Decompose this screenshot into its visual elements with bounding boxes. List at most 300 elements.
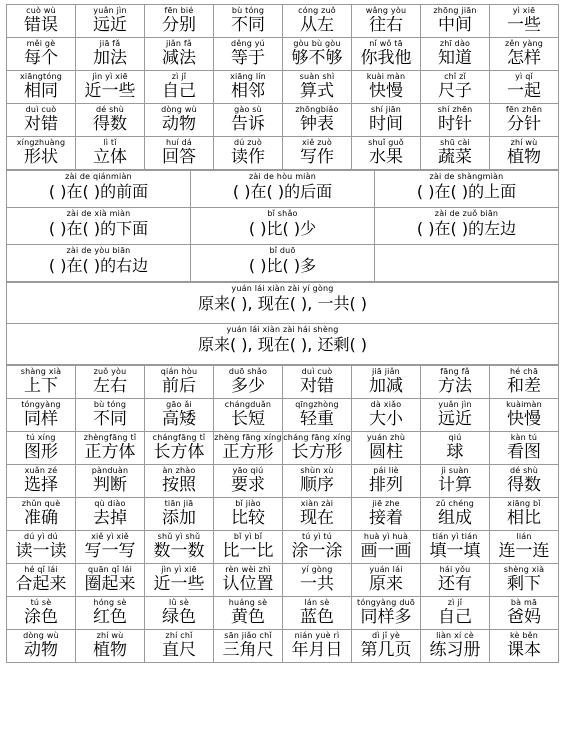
phrase-cell xyxy=(7,208,191,245)
pinyin-text: bù tóng xyxy=(231,6,265,15)
word-cell xyxy=(214,564,283,597)
word-cell xyxy=(421,498,490,531)
pinyin-text: tú yì tú xyxy=(301,532,333,541)
word-cell xyxy=(421,137,490,170)
hanzi-text: ( )在( )的上面 xyxy=(416,182,517,201)
pinyin-text: yì qǐ xyxy=(515,72,533,81)
pinyin-text: zǔ chéng xyxy=(436,499,474,508)
word-row xyxy=(7,399,559,432)
hanzi-text: 相同 xyxy=(24,82,58,101)
phrase-cell xyxy=(191,171,375,208)
word-cell xyxy=(7,498,76,531)
hanzi-text: 上下 xyxy=(24,377,58,396)
word-cell xyxy=(7,5,76,38)
word-cell xyxy=(421,531,490,564)
sentence-cell xyxy=(7,324,559,365)
hanzi-text: 每个 xyxy=(24,49,58,68)
hanzi-text: 还有 xyxy=(438,575,472,594)
hanzi-text: 植物 xyxy=(507,148,541,167)
hanzi-text: ( )在( )的右边 xyxy=(48,256,149,275)
hanzi-text: 蓝色 xyxy=(300,608,334,627)
hanzi-text: 连一连 xyxy=(498,542,550,561)
pinyin-text: yuǎn jìn xyxy=(93,6,127,15)
pinyin-text: jiā jiǎn xyxy=(372,367,400,376)
hanzi-text: 圈起来 xyxy=(84,575,136,594)
pinyin-text: kàn tú xyxy=(510,433,538,442)
phrase-cell xyxy=(375,171,559,208)
pinyin-text: dòng wù xyxy=(23,631,59,640)
pinyin-text: hái yǒu xyxy=(439,565,471,574)
pinyin-text: gāo ǎi xyxy=(166,400,192,409)
hanzi-text: 植物 xyxy=(93,641,127,660)
pinyin-text: fēn bié xyxy=(164,6,194,15)
pinyin-text: shèng xià xyxy=(503,565,545,574)
hanzi-text: 原来( ), 现在( ), 一共( ) xyxy=(197,294,368,313)
pinyin-text: hé qǐ lái xyxy=(24,565,58,574)
word-cell xyxy=(76,531,145,564)
hanzi-text: 回答 xyxy=(162,148,196,167)
hanzi-text: 一共 xyxy=(300,575,334,594)
hanzi-text: 原来( ), 现在( ), 还剩( ) xyxy=(197,335,368,354)
hanzi-text: 爸妈 xyxy=(507,608,541,627)
word-cell xyxy=(421,38,490,71)
pinyin-text: dé shù xyxy=(509,466,539,475)
word-cell xyxy=(145,71,214,104)
word-cell xyxy=(145,399,214,432)
word-cell xyxy=(76,137,145,170)
hanzi-text: 添加 xyxy=(162,509,196,528)
pinyin-text: xiāng bǐ xyxy=(507,499,541,508)
hanzi-text: 绿色 xyxy=(162,608,196,627)
word-cell xyxy=(7,399,76,432)
pinyin-text: bǐ yì bǐ xyxy=(233,532,263,541)
word-cell xyxy=(76,71,145,104)
hanzi-text: 红色 xyxy=(93,608,127,627)
word-cell xyxy=(421,630,490,663)
word-cell xyxy=(421,465,490,498)
pinyin-text: xiāng lín xyxy=(230,72,266,81)
pinyin-text: bà mā xyxy=(510,598,538,607)
hanzi-text: 时针 xyxy=(438,115,472,134)
hanzi-text: 怎样 xyxy=(507,49,541,68)
pinyin-text: kè běn xyxy=(509,631,539,640)
hanzi-text: 去掉 xyxy=(93,509,127,528)
pinyin-text: zhèng fāng xíng xyxy=(214,433,282,442)
pinyin-text: chángduǎn xyxy=(224,400,272,409)
pinyin-text: bǐ jiào xyxy=(235,499,261,508)
pinyin-text: shuǐ guǒ xyxy=(368,138,404,147)
hanzi-text: 原来 xyxy=(369,575,403,594)
pinyin-text: yuán lái xyxy=(369,565,403,574)
hanzi-text: 往右 xyxy=(369,16,403,35)
pinyin-text: jìn yì xiē xyxy=(92,72,128,81)
hanzi-text: 自己 xyxy=(162,82,196,101)
hanzi-text: 加减 xyxy=(369,377,403,396)
hanzi-text: 等于 xyxy=(231,49,265,68)
hanzi-text: 蔬菜 xyxy=(438,148,472,167)
pinyin-text: zhī dào xyxy=(439,39,471,48)
word-cell xyxy=(76,597,145,630)
pinyin-text: xíngzhuàng xyxy=(16,138,66,147)
word-cell xyxy=(283,38,352,71)
word-cell xyxy=(490,465,559,498)
pinyin-text: shū cài xyxy=(440,138,470,147)
hanzi-text: 自己 xyxy=(438,608,472,627)
pinyin-text: zhí wù xyxy=(510,138,538,147)
word-cell xyxy=(7,630,76,663)
pinyin-text: lǜ sè xyxy=(169,598,189,607)
pinyin-text: huí dá xyxy=(165,138,193,147)
hanzi-text: 一起 xyxy=(507,82,541,101)
pinyin-text: bǐ shǎo xyxy=(267,209,298,218)
sentence-pattern-grid xyxy=(6,282,559,365)
word-cell xyxy=(214,5,283,38)
word-cell xyxy=(76,5,145,38)
pinyin-text: dú yì dú xyxy=(24,532,58,541)
pinyin-text: dì jǐ yè xyxy=(371,631,401,640)
hanzi-text: 三角尺 xyxy=(222,641,274,660)
phrase-cell xyxy=(7,171,191,208)
pinyin-text: yì xiē xyxy=(512,6,536,15)
word-cell xyxy=(490,71,559,104)
pinyin-text: huà yì huà xyxy=(363,532,409,541)
pinyin-text: jì suàn xyxy=(441,466,469,475)
word-cell xyxy=(490,38,559,71)
word-cell xyxy=(7,465,76,498)
hanzi-text: 直尺 xyxy=(162,641,196,660)
word-cell xyxy=(7,531,76,564)
hanzi-text: 相邻 xyxy=(231,82,265,101)
pinyin-text: lì tǐ xyxy=(103,138,117,147)
pinyin-text: xiàn zài xyxy=(300,499,334,508)
word-cell xyxy=(490,366,559,399)
word-cell xyxy=(352,38,421,71)
hanzi-text: 认位置 xyxy=(222,575,274,594)
pinyin-text: gào sù xyxy=(234,105,262,114)
hanzi-text: 要求 xyxy=(231,476,265,495)
word-cell xyxy=(214,465,283,498)
word-cell xyxy=(352,564,421,597)
word-cell xyxy=(283,104,352,137)
word-cell xyxy=(214,366,283,399)
pinyin-text: yí gòng xyxy=(301,565,333,574)
word-cell xyxy=(145,366,214,399)
word-cell xyxy=(7,137,76,170)
phrase-cell xyxy=(375,245,559,282)
word-cell xyxy=(214,498,283,531)
pinyin-text: pái liè xyxy=(373,466,399,475)
hanzi-text: 看图 xyxy=(507,443,541,462)
hanzi-text: 你我他 xyxy=(360,49,412,68)
word-cell xyxy=(283,531,352,564)
pinyin-text: suàn shì xyxy=(299,72,335,81)
pinyin-text xyxy=(375,246,558,256)
hanzi-text: 从左 xyxy=(300,16,334,35)
word-cell xyxy=(421,597,490,630)
hanzi-text: 远近 xyxy=(93,16,127,35)
hanzi-text: 选择 xyxy=(24,476,58,495)
word-grid-top xyxy=(6,4,559,170)
hanzi-text: 长方形 xyxy=(291,443,343,462)
word-cell xyxy=(490,564,559,597)
pinyin-text: chángfāng tǐ xyxy=(152,433,206,442)
word-cell xyxy=(7,366,76,399)
hanzi-text: 现在 xyxy=(300,509,334,528)
word-cell xyxy=(214,399,283,432)
pinyin-text: cháng fāng xíng xyxy=(283,433,351,442)
hanzi-text: 近一些 xyxy=(153,575,205,594)
hanzi-text: 排列 xyxy=(369,476,403,495)
pinyin-text: dà xiǎo xyxy=(370,400,402,409)
hanzi-text: 够不够 xyxy=(291,49,343,68)
word-cell xyxy=(490,531,559,564)
pinyin-text: zì jǐ xyxy=(171,72,187,81)
word-cell xyxy=(421,564,490,597)
hanzi-text: 组成 xyxy=(438,509,472,528)
word-cell xyxy=(7,104,76,137)
pinyin-text: zhǔn què xyxy=(21,499,61,508)
pinyin-text: zài de shàngmiàn xyxy=(429,172,504,181)
word-cell xyxy=(421,71,490,104)
hanzi-text: 数一数 xyxy=(153,542,205,561)
hanzi-text: 剩下 xyxy=(507,575,541,594)
hanzi-text: 减法 xyxy=(162,49,196,68)
word-cell xyxy=(76,366,145,399)
word-cell xyxy=(7,432,76,465)
pinyin-text: tóngyàng duō xyxy=(357,598,415,607)
word-grid-bottom xyxy=(6,365,559,663)
pinyin-text: duì cuò xyxy=(301,367,333,376)
phrase-cell xyxy=(191,245,375,282)
hanzi-text: 形状 xyxy=(24,148,58,167)
word-row xyxy=(7,366,559,399)
pinyin-text: bù tóng xyxy=(93,400,127,409)
pinyin-text: tóngyàng xyxy=(21,400,61,409)
pinyin-text: měi gè xyxy=(26,39,56,48)
word-cell xyxy=(76,630,145,663)
word-cell xyxy=(214,630,283,663)
hanzi-text: 同样 xyxy=(24,410,58,429)
pinyin-text: lán sè xyxy=(304,598,330,607)
hanzi-text: 分别 xyxy=(162,16,196,35)
word-row xyxy=(7,630,559,663)
pinyin-text: yuǎn jìn xyxy=(438,400,472,409)
hanzi-text: 计算 xyxy=(438,476,472,495)
pinyin-text: xiě zuò xyxy=(302,138,332,147)
word-cell xyxy=(7,564,76,597)
pinyin-text: zì jǐ xyxy=(447,598,463,607)
word-cell xyxy=(490,399,559,432)
phrase-row xyxy=(7,208,559,245)
word-cell xyxy=(76,465,145,498)
hanzi-text: ( )在( )的后面 xyxy=(232,182,333,201)
hanzi-text: ( )在( )的下面 xyxy=(48,219,149,238)
word-row xyxy=(7,137,559,170)
word-cell xyxy=(490,5,559,38)
pinyin-text: tián yì tián xyxy=(432,532,478,541)
word-cell xyxy=(352,630,421,663)
word-cell xyxy=(214,104,283,137)
word-cell xyxy=(283,597,352,630)
pinyin-text: àn zhào xyxy=(162,466,196,475)
pinyin-text: xiě yì xiě xyxy=(91,532,129,541)
hanzi-text: 前后 xyxy=(162,377,196,396)
hanzi-text: 水果 xyxy=(369,148,403,167)
phrase-cell xyxy=(191,208,375,245)
word-cell xyxy=(283,399,352,432)
hanzi-text: 涂一涂 xyxy=(291,542,343,561)
word-row xyxy=(7,498,559,531)
pinyin-text: gòu bù gòu xyxy=(293,39,341,48)
word-cell xyxy=(145,564,214,597)
hanzi-text: 立体 xyxy=(93,148,127,167)
hanzi-text: 接着 xyxy=(369,509,403,528)
hanzi-text: 球 xyxy=(446,443,464,462)
hanzi-text: 对错 xyxy=(24,115,58,134)
pinyin-text: jiǎn fǎ xyxy=(165,39,193,48)
hanzi-text: 和差 xyxy=(507,377,541,396)
pinyin-text: hé chā xyxy=(509,367,539,376)
word-cell xyxy=(145,465,214,498)
pinyin-text: tú xíng xyxy=(26,433,56,442)
word-cell xyxy=(283,5,352,38)
word-cell xyxy=(76,432,145,465)
word-cell xyxy=(352,498,421,531)
word-cell xyxy=(145,5,214,38)
hanzi-text: 合起来 xyxy=(15,575,67,594)
hanzi-text: ( )比( )多 xyxy=(248,256,317,275)
hanzi-text: 动物 xyxy=(162,115,196,134)
pinyin-text: huáng sè xyxy=(228,598,268,607)
hanzi-text: 不同 xyxy=(231,16,265,35)
word-cell xyxy=(283,366,352,399)
word-cell xyxy=(283,137,352,170)
word-row xyxy=(7,465,559,498)
hanzi-text: 不同 xyxy=(93,410,127,429)
word-cell xyxy=(145,597,214,630)
word-cell xyxy=(352,71,421,104)
pinyin-text: dú zuò xyxy=(233,138,263,147)
pinyin-text: yuán zhù xyxy=(366,433,406,442)
sentence-row xyxy=(7,283,559,324)
word-cell xyxy=(283,71,352,104)
hanzi-text: 同样多 xyxy=(360,608,412,627)
hanzi-text: 一些 xyxy=(507,16,541,35)
pinyin-text: cóng zuǒ xyxy=(298,6,336,15)
pinyin-text: rèn wèi zhì xyxy=(225,565,271,574)
word-cell xyxy=(421,432,490,465)
word-cell xyxy=(352,531,421,564)
pinyin-text: xuǎn zé xyxy=(24,466,58,475)
hanzi-text: 黄色 xyxy=(231,608,265,627)
hanzi-text: ( )在( )的左边 xyxy=(416,219,517,238)
pinyin-text: duì cuò xyxy=(25,105,57,114)
pinyin-text: zhōng jiān xyxy=(433,6,477,15)
word-cell xyxy=(490,498,559,531)
pinyin-text: yuán lái xiàn zài yí gòng xyxy=(231,284,334,293)
word-cell xyxy=(421,399,490,432)
sentence-cell xyxy=(7,283,559,324)
hanzi-text: 长短 xyxy=(231,410,265,429)
word-cell xyxy=(145,531,214,564)
pinyin-text: cuò wù xyxy=(26,6,56,15)
word-cell xyxy=(76,564,145,597)
hanzi-text: 按照 xyxy=(162,476,196,495)
hanzi-text: 年月日 xyxy=(291,641,343,660)
word-cell xyxy=(7,71,76,104)
word-cell xyxy=(214,531,283,564)
hanzi-text: 判断 xyxy=(93,476,127,495)
phrase-row xyxy=(7,171,559,208)
pinyin-text: tiān jiā xyxy=(164,499,194,508)
pinyin-text: zhí chǐ xyxy=(165,631,193,640)
word-cell xyxy=(214,432,283,465)
word-row xyxy=(7,104,559,137)
word-cell xyxy=(421,5,490,38)
pinyin-text: shí zhēn xyxy=(437,105,473,114)
hanzi-text: 课本 xyxy=(507,641,541,660)
hanzi-text: 轻重 xyxy=(300,410,334,429)
hanzi-text: 左右 xyxy=(93,377,127,396)
pinyin-text: zhí wù xyxy=(96,631,124,640)
word-row xyxy=(7,531,559,564)
hanzi-text: 动物 xyxy=(24,641,58,660)
pinyin-text: zài de hòu miàn xyxy=(249,172,316,181)
hanzi-text: 涂色 xyxy=(24,608,58,627)
hanzi-text: 对错 xyxy=(300,377,334,396)
hanzi-text: 钟表 xyxy=(300,115,334,134)
word-cell xyxy=(421,104,490,137)
hanzi-text: 高矮 xyxy=(162,410,196,429)
pinyin-text: jìn yì xiē xyxy=(161,565,197,574)
word-cell xyxy=(352,137,421,170)
pinyin-text: jiā fǎ xyxy=(99,39,121,48)
hanzi-text: 大小 xyxy=(369,410,403,429)
word-row xyxy=(7,597,559,630)
phrase-cell xyxy=(7,245,191,282)
word-cell xyxy=(352,597,421,630)
hanzi-text: 错误 xyxy=(24,16,58,35)
pinyin-text: yuán lái xiàn zài hái shèng xyxy=(226,325,339,334)
hanzi-text: 顺序 xyxy=(300,476,334,495)
word-cell xyxy=(352,366,421,399)
pinyin-text: wǎng yòu xyxy=(365,6,407,15)
phrase-cell xyxy=(375,208,559,245)
pinyin-text: dòng wù xyxy=(161,105,197,114)
hanzi-text: 图形 xyxy=(24,443,58,462)
pinyin-text: quān qǐ lái xyxy=(87,565,133,574)
hanzi-text: 练习册 xyxy=(429,641,481,660)
word-cell xyxy=(145,630,214,663)
word-cell xyxy=(490,630,559,663)
pinyin-text: tú sè xyxy=(30,598,52,607)
hanzi-text: ( )在( )的前面 xyxy=(48,182,149,201)
hanzi-text: 相比 xyxy=(507,509,541,528)
word-cell xyxy=(76,104,145,137)
hanzi-text: 圆柱 xyxy=(369,443,403,462)
word-cell xyxy=(352,104,421,137)
hanzi-text: 加法 xyxy=(93,49,127,68)
pinyin-text: fāng fǎ xyxy=(440,367,470,376)
pinyin-text: zài de xià miàn xyxy=(66,209,131,218)
hanzi-text: 远近 xyxy=(438,410,472,429)
pinyin-text: zài de yòu biān xyxy=(66,246,131,255)
word-cell xyxy=(145,104,214,137)
pinyin-text: pànduàn xyxy=(91,466,129,475)
pinyin-text: zuǒ yòu xyxy=(93,367,127,376)
hanzi-text: 多少 xyxy=(231,377,265,396)
word-cell xyxy=(283,630,352,663)
